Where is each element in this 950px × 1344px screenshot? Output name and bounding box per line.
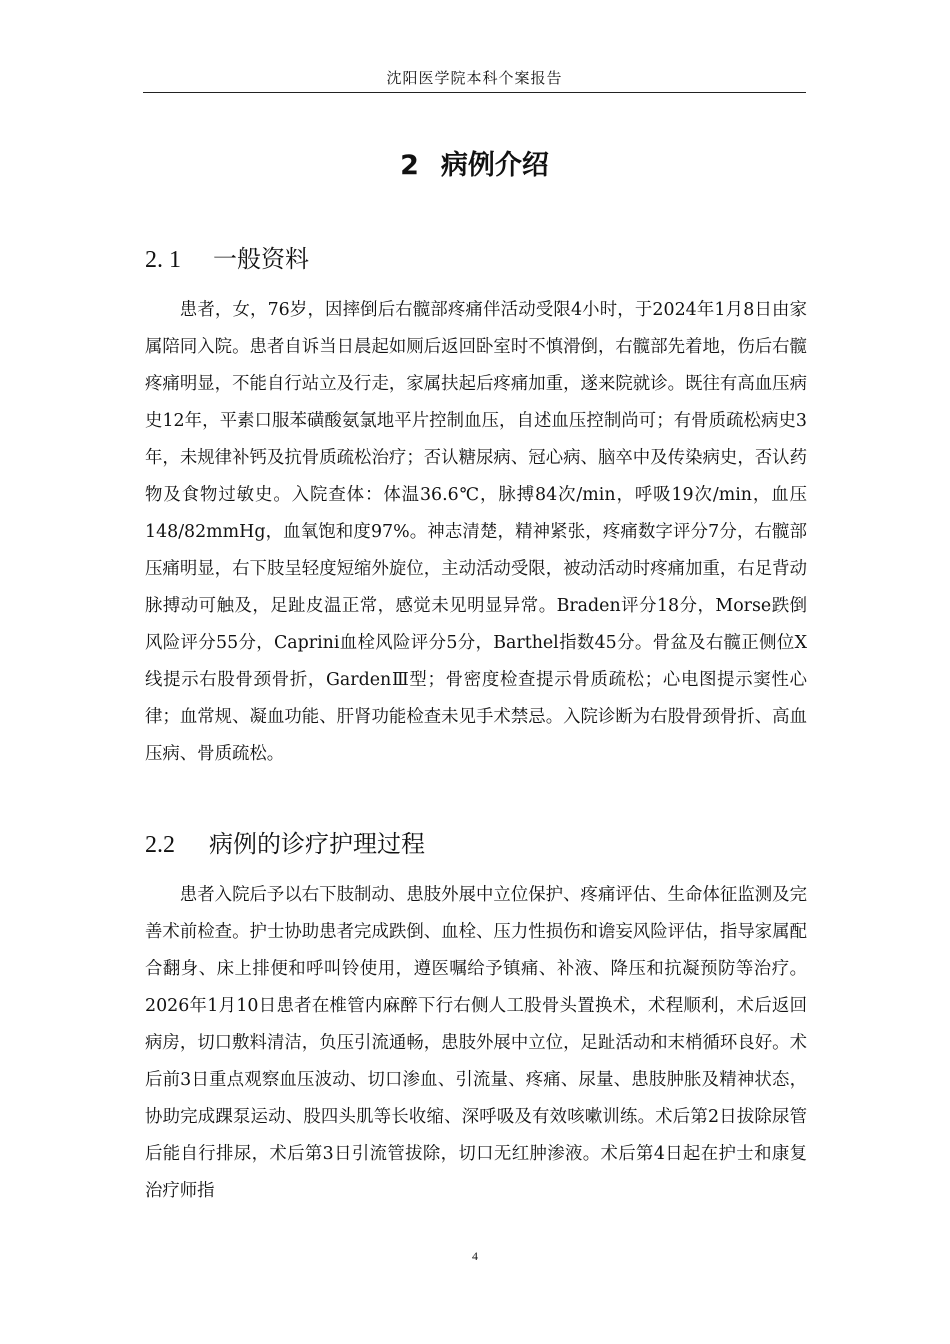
section-paragraph-treatment-nursing: 患者入院后予以右下肢制动、患肢外展中立位保护、疼痛评估、生命体征监测及完善术前检查。护士协助患者完成跌倒、血栓、压力性损伤和谵妄风险评估，指导家属配合翻身、床上排便和呼叫铃使用，遵医嘱给予镇痛、补液、降压和抗凝预防等治疗。2026年1月10日患者在椎管内麻醉下行右侧人工股骨头置换术，术程顺利，术后返回病房，切口敷料清洁，负压引流通畅，患肢外展中立位，足趾活动和末梢循环良好。术后前3日重点观察血压波动、切口渗血、引流量、疼痛、尿量、患肢肿胀及精神状态，协助完成踝泵运动、股四头肌等长收缩、深呼吸及有效咳嗽训练。术后第2日拔除尿管后能自行排尿，术后第3日引流管拔除，切口无红肿渗液。术后第4日起在护士和康复治疗师指 [145,885,807,1201]
section-heading-treatment-nursing [145,828,425,861]
page-number: 4 [472,1249,478,1263]
chapter-number: 2 [400,150,419,181]
section-title-text: 一般资料 [213,245,309,273]
section-paragraph-general-info: 患者，女，76岁，因摔倒后右髋部疼痛伴活动受限4小时，于2024年1月8日由家属陪同入院。患者自诉当日晨起如厕后返回卧室时不慎滑倒，右髋部先着地，伤后右髋疼痛明显，不能自行站立及行走，家属扶起后疼痛加重，遂来院就诊。既往有高血压病史12年，平素口服苯磺酸氨氯地平片控制血压，自述血压控制尚可；有骨质疏松病史3年，未规律补钙及抗骨质疏松治疗；否认糖尿病、冠心病、脑卒中及传染病史，否认药物及食物过敏史。入院查体：体温36.6℃，脉搏84次/min，呼吸19次/min，血压148/82mmHg，血氧饱和度97%。神志清楚，精神紧张，疼痛数字评分7分，右髋部压痛明显，右下肢呈轻度短缩外旋位，主动活动受限，被动活动时疼痛加重，右足背动脉搏动可触及，足趾皮温正常，感觉未见明显异常。Braden评分18分，Morse跌倒风险评分55分，Caprini血栓风险评分5分，Barthel指数45分。骨盆及右髋正侧位X线提示右股骨颈骨折，GardenⅢ型；骨密度检查提示骨质疏松；心电图提示窦性心律；血常规、凝血功能、肝肾功能检查未见手术禁忌。入院诊断为右股骨颈骨折、高血压病、骨质疏松。 [145,300,807,764]
header-title: 沈阳医学院本科个案报告 [386,69,563,87]
section-number: 2. 1 [145,247,181,273]
section-title-text: 病例的诊疗护理过程 [209,830,425,858]
section-number: 2.2 [145,832,175,858]
section-heading-general-info [145,243,309,276]
chapter-title-text: 病例介绍 [440,150,549,181]
page-header [143,66,806,93]
chapter-title [143,146,806,186]
